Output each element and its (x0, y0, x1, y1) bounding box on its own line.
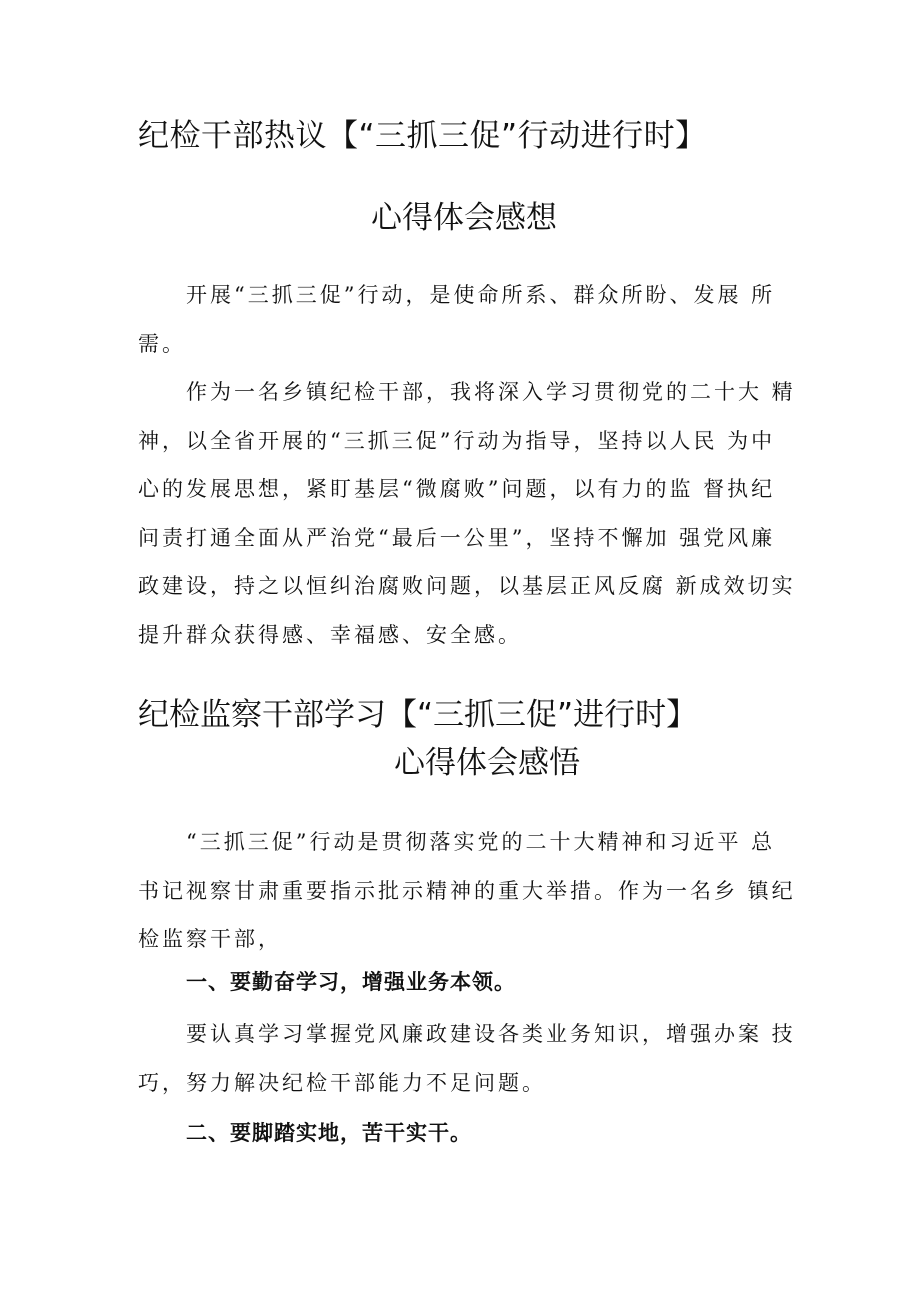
text-line: 需。 (138, 331, 186, 356)
article2-title-line1: 纪检监察干部学习【“三抓三促”进行时】 (138, 697, 698, 733)
text-line: 问责打通全面从严治党“最后一公里”，坚持不懈加 强党风廉 (138, 525, 776, 550)
text-line: “三抓三促”行动是贯彻落实党的二十大精神和习近平 总 (138, 830, 776, 854)
article1-paragraph-2 (138, 368, 796, 659)
article2-title-line2: 心得体会感悟 (394, 745, 580, 781)
text-line: 作为一名乡镇纪检干部，我将深入学习贯彻党的二十大 精 (138, 380, 796, 404)
text-line: 心的发展思想，紧盯基层“微腐败”问题，以有力的监 督执纪 (138, 477, 776, 501)
article2-paragraph-2 (138, 1010, 796, 1107)
article2-paragraph-1 (138, 818, 796, 964)
article2-section-heading-1: 一、要勤奋学习，增强业务本领。 (186, 970, 516, 994)
article1-paragraph-1 (138, 271, 784, 368)
article1-title-line2: 心得体会感想 (371, 200, 557, 236)
text-line: 神，以全省开展的“三抓三促”行动为指导，坚持以人民 为中 (138, 428, 776, 453)
article1-title-line1: 纪检干部热议【“三抓三促”行动进行时】 (138, 118, 707, 154)
text-line: 要认真学习掌握党风廉政建设各类业务知识，增强办案 技 (138, 1022, 796, 1046)
text-line: 政建设，持之以恒纠治腐败问题，以基层正风反腐 新成效切实 (138, 574, 796, 598)
text-line: 书记视察甘肃重要指示批示精神的重大举措。作为一名乡 镇纪 (138, 878, 796, 903)
article2-section-heading-2: 二、要脚踏实地，苦干实干。 (186, 1121, 472, 1145)
text-line: 巧，努力解决纪检干部能力不足问题。 (138, 1070, 546, 1095)
text-line: 提升群众获得感、幸福感、安全感。 (138, 622, 522, 647)
text-line: 检监察干部， (138, 927, 282, 951)
text-line: 开展“三抓三促”行动，是使命所系、群众所盼、发展 所 (138, 283, 776, 307)
